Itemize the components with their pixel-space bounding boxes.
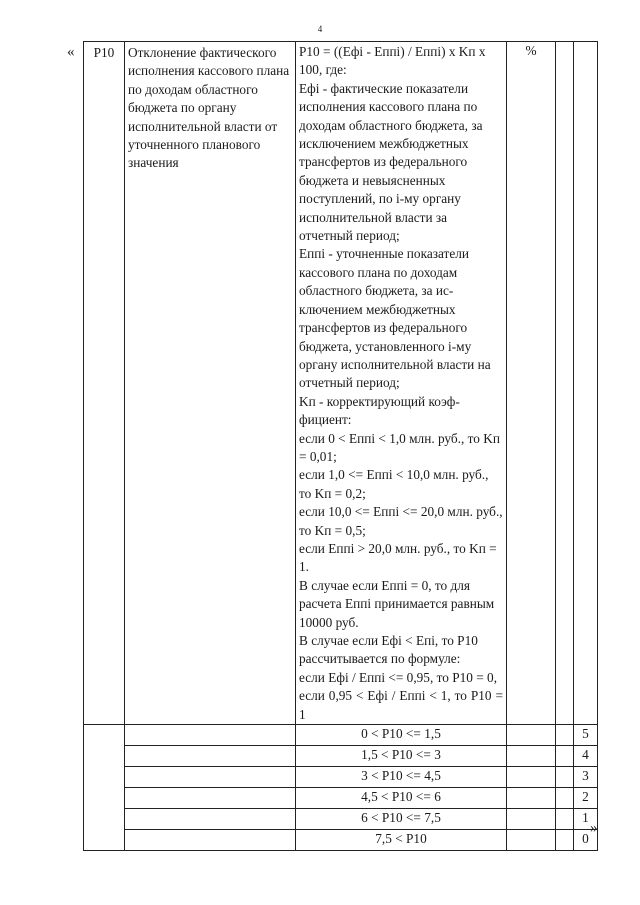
empty-cell <box>507 767 556 788</box>
empty-cell <box>507 809 556 830</box>
empty-cell <box>125 746 296 767</box>
empty-cell <box>556 809 574 830</box>
scale-range: 0 < P10 <= 1,5 <box>296 725 507 746</box>
empty-cell <box>125 830 296 851</box>
formula-line: если 1,0 <= Eппi < 10,0 млн. руб., то Kп = 0,2; <box>299 467 489 501</box>
scale-row <box>84 788 598 809</box>
formula-line: если 0 < Eппi < 1,0 млн. руб., то Kп = 0,01; <box>299 430 500 464</box>
scale-range: 4,5 < P10 <= 6 <box>296 788 507 809</box>
scale-range: 6 < P10 <= 7,5 <box>296 809 507 830</box>
indicator-unit: % <box>507 42 556 725</box>
empty-cell <box>556 767 574 788</box>
formula-line: если 0,95 < Eфi / Eппi < 1, то P10 = 1 <box>299 688 503 722</box>
indicator-name: Отклонение фактического исполнения кассового плана по доходам областного бюджета по органу исполнительной власти от уточненного планового значения <box>125 42 296 725</box>
empty-cell <box>574 42 598 725</box>
empty-cell <box>125 809 296 830</box>
formula-line: Kп - корректирующий коэффициент: <box>299 393 460 428</box>
formula-line: Eппi - уточненные показатели кассового плана по доходам областного бюджета, за исключением межбюджетных трансфертов из федерального бюджета, установленного i-му органу исполнительной власти на отчетный период; <box>299 246 491 391</box>
scale-range: 1,5 < P10 <= 3 <box>296 746 507 767</box>
indicator-table <box>83 41 598 851</box>
empty-cell <box>125 767 296 788</box>
closing-quote: » <box>590 820 598 836</box>
scale-row <box>84 767 598 788</box>
formula-line: Eфi - фактические показатели исполнения кассового плана по доходам областного бюджета, за исключением межбюджетных трансфертов из федерального бюджета и невыясненных поступлений, по i-му органу исполнительной власти за отчетный период; <box>299 80 483 244</box>
scale-score: 0 <box>574 830 598 851</box>
empty-cell <box>507 746 556 767</box>
scale-row <box>84 725 598 746</box>
formula-line: P10 = ((Eфi - Eппi) / Eппi) x Kп x 100, где: <box>299 44 486 78</box>
scale-score: 5 <box>574 725 598 746</box>
scale-range: 3 < P10 <= 4,5 <box>296 767 507 788</box>
empty-cell <box>507 788 556 809</box>
formula-line: если 10,0 <= Eппi <= 20,0 млн. руб., то Kп = 0,5; <box>299 504 503 538</box>
indicator-code: P10 <box>84 42 125 725</box>
empty-cell <box>556 788 574 809</box>
page-number: 4 <box>317 24 323 34</box>
empty-cell <box>556 830 574 851</box>
formula-line: В случае если Eфi < Eпi, то P10 рассчитывается по формуле: <box>299 633 478 667</box>
empty-cell <box>507 725 556 746</box>
formula-line: если Eфi / Eппi <= 0,95, то P10 = 0, <box>299 669 498 685</box>
empty-cell <box>125 788 296 809</box>
empty-cell <box>507 830 556 851</box>
formula-line: если Eппi > 20,0 млн. руб., то Kп = 1. <box>299 540 497 575</box>
scale-range: 7,5 < P10 <box>296 830 507 851</box>
scale-score: 1 <box>574 809 598 830</box>
indicator-formula <box>296 42 507 725</box>
opening-quote: « <box>67 44 75 60</box>
scale-score: 2 <box>574 788 598 809</box>
formula-line: В случае если Eппi = 0, то для расчета Eппi принимается равным 10000 руб. <box>299 577 495 630</box>
scale-row <box>84 746 598 767</box>
empty-cell <box>125 725 296 746</box>
scale-score: 3 <box>574 767 598 788</box>
scale-score: 4 <box>574 746 598 767</box>
empty-cell <box>556 725 574 746</box>
empty-cell <box>556 746 574 767</box>
scale-row <box>84 830 598 851</box>
scale-row <box>84 809 598 830</box>
empty-cell <box>84 725 125 851</box>
indicator-row <box>84 42 598 725</box>
empty-cell <box>556 42 574 725</box>
